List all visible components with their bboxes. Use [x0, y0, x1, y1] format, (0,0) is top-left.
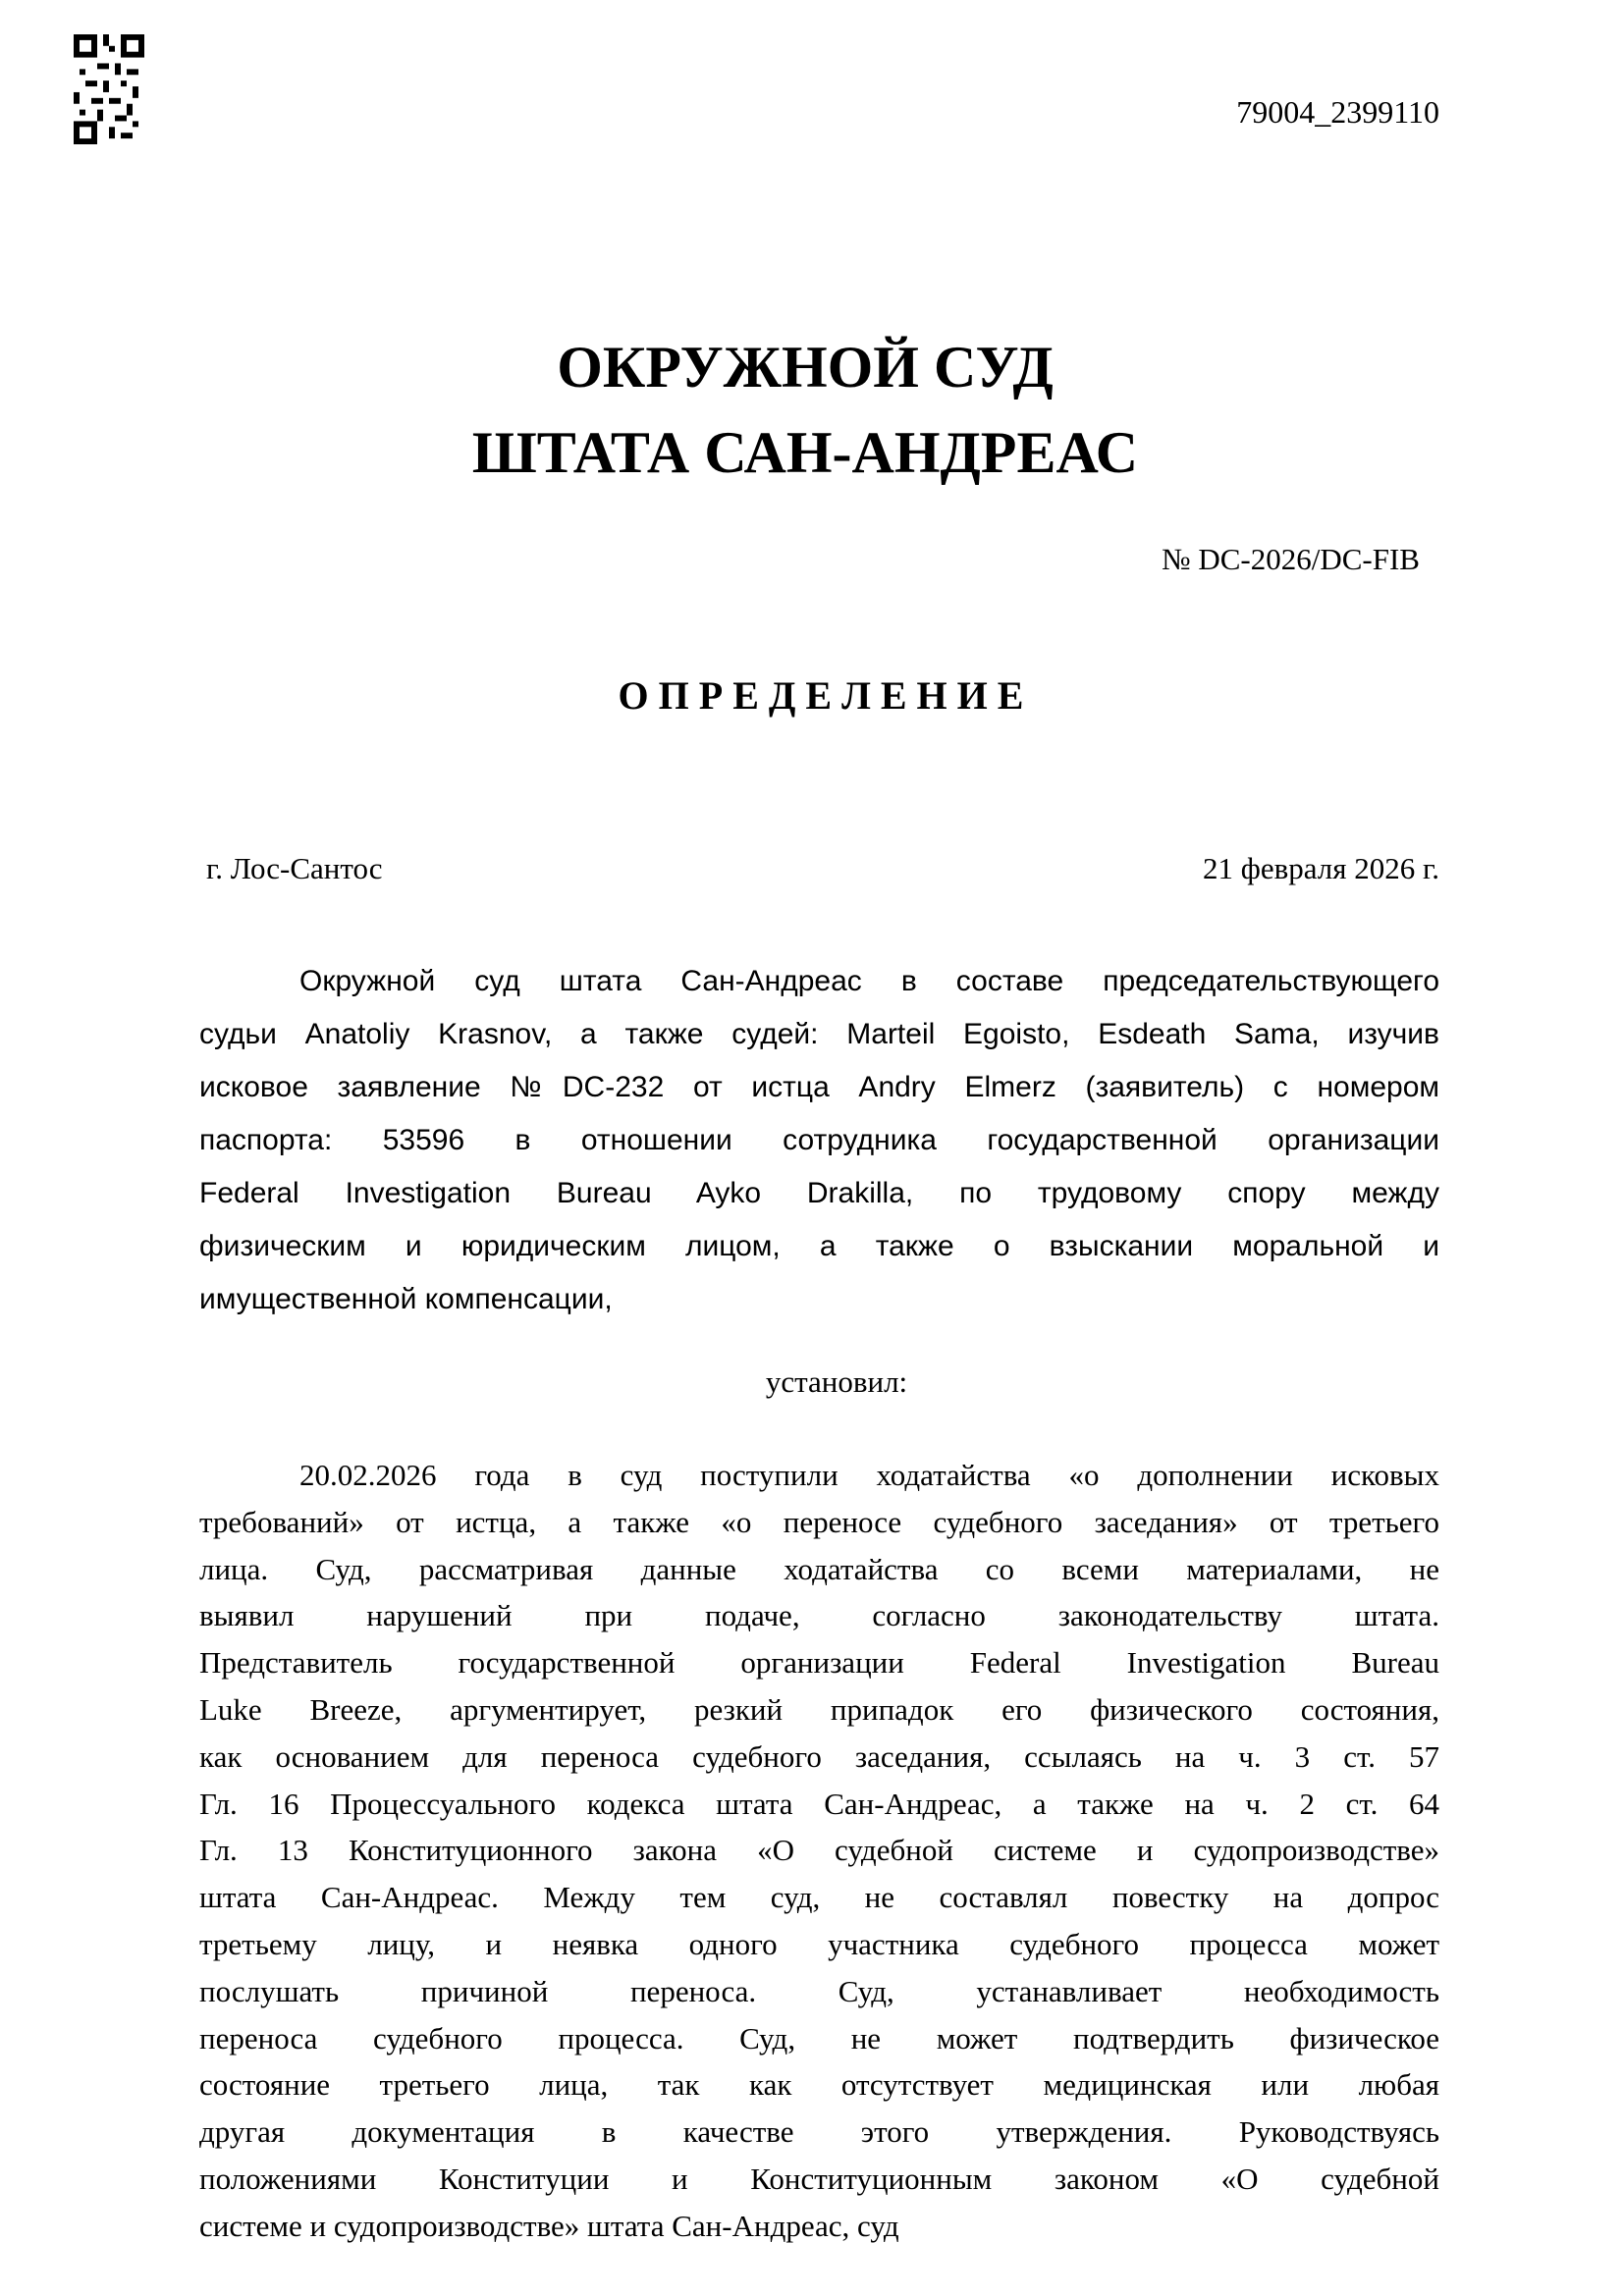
- paragraph-line: выявил нарушений при подаче, согласно законодательству штата.: [199, 1598, 1439, 1633]
- place: г. Лос-Сантос: [206, 851, 383, 885]
- paragraph-line: Гл. 13 Конституционного закона «О судебной системе и судопроизводстве»: [199, 1833, 1439, 1868]
- paragraph-line: судьи Anatoliy Krasnov, а также судей: Marteil Egoisto, Esdeath Sama, изучив: [199, 1018, 1439, 1050]
- paragraph-line: Luke Breeze, аргументирует, резкий припадок его физического состояния,: [199, 1691, 1439, 1727]
- findings-paragraph: [199, 1452, 1439, 2250]
- document-id: 79004_2399110: [1236, 94, 1439, 130]
- paragraph-line: Federal Investigation Bureau Ayko Drakilla, по трудовому спору между: [199, 1177, 1439, 1209]
- paragraph-line: Представитель государственной организации Federal Investigation Bureau: [199, 1645, 1439, 1681]
- intro-paragraph: [199, 955, 1439, 1326]
- court-title-line1: ОКРУЖНОЙ СУД: [557, 335, 1054, 400]
- case-number: № DC-2026/DC-FIB: [1162, 542, 1420, 576]
- paragraph-line: системе и судопроизводстве» штата Сан-Андреас, суд: [199, 2208, 899, 2243]
- paragraph-line: другая документация в качестве этого утверждения. Руководствуясь: [199, 2114, 1439, 2150]
- paragraph-line: 20.02.2026 года в суд поступили ходатайства «о дополнении исковых: [299, 1458, 1439, 1492]
- court-title-line2: ШТАТА САН-АНДРЕАС: [471, 420, 1139, 485]
- qr-code-icon: [74, 34, 144, 144]
- paragraph-line: штата Сан-Андреас. Между тем суд, не составлял повестку на допрос: [199, 1880, 1439, 1915]
- paragraph-line: Окружной суд штата Сан-Андреас в составе председательствующего: [299, 965, 1439, 997]
- paragraph-line: положениями Конституции и Конституционным законом «О судебной: [199, 2161, 1439, 2196]
- paragraph-line: исковое заявление №DC-232 от истца Andry Elmerz (заявитель) с номером: [199, 1071, 1439, 1103]
- paragraph-line: паспорта: 53596 в отношении сотрудника государственной организации: [199, 1124, 1439, 1156]
- paragraph-line: требований» от истца, а также «о переносе судебного заседания» от третьего: [199, 1504, 1439, 1539]
- date: 21 февраля 2026 г.: [1203, 851, 1439, 885]
- paragraph-line: переноса судебного процесса. Суд, не может подтвердить физическое: [199, 2020, 1439, 2056]
- established-label: установил:: [765, 1364, 908, 1399]
- paragraph-line: Гл. 16 Процессуального кодекса штата Сан-Андреас, а также на ч. 2 ст. 64: [199, 1786, 1439, 1821]
- paragraph-line: имущественной компенсации,: [199, 1283, 613, 1315]
- paragraph-line: физическим и юридическим лицом, а также о взыскании моральной и: [199, 1230, 1439, 1262]
- paragraph-line: послушать причиной переноса. Суд, устанавливает необходимость: [199, 1973, 1439, 2008]
- document-type-heading: О П Р Е Д Е Л Е Н И Е: [618, 673, 1024, 718]
- paragraph-line: как основанием для переноса судебного заседания, ссылаясь на ч. 3 ст. 57: [199, 1738, 1439, 1774]
- paragraph-line: лица. Суд, рассматривая данные ходатайства со всеми материалами, не: [199, 1551, 1439, 1586]
- paragraph-line: третьему лицу, и неявка одного участника судебного процесса может: [199, 1926, 1439, 1961]
- paragraph-line: состояние третьего лица, так как отсутствует медицинская или любая: [199, 2067, 1439, 2103]
